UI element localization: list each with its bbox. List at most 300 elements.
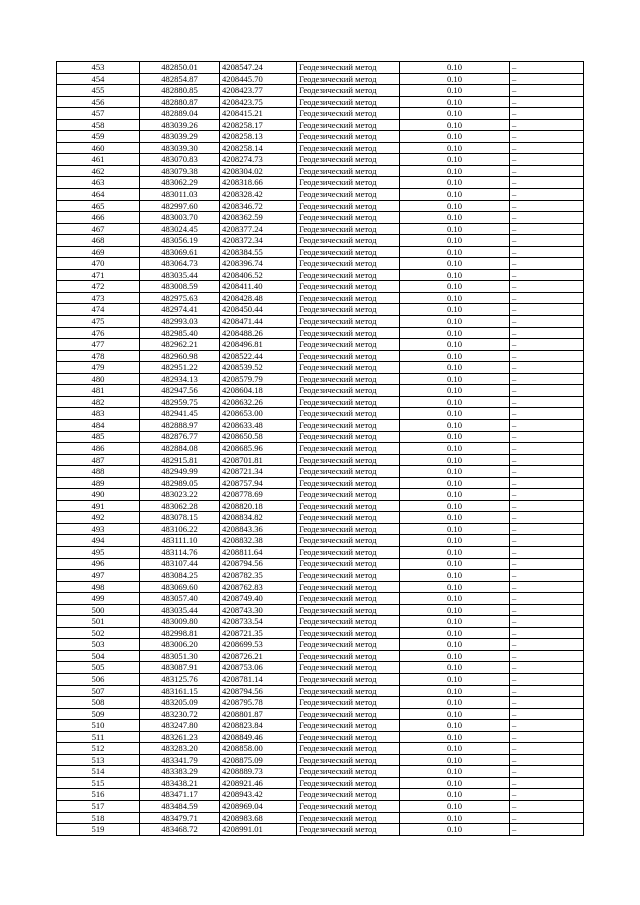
x-coordinate-cell: 483479.71 xyxy=(140,812,220,824)
table-row xyxy=(57,96,584,108)
point-number-cell: 460 xyxy=(57,142,140,154)
description-cell: – xyxy=(510,604,584,616)
accuracy-cell: 0.10 xyxy=(400,639,510,651)
description-cell: – xyxy=(510,466,584,478)
accuracy-cell: 0.10 xyxy=(400,339,510,351)
description-cell: – xyxy=(510,685,584,697)
method-cell: Геодезический метод xyxy=(297,385,400,397)
accuracy-cell: 0.10 xyxy=(400,708,510,720)
x-coordinate-cell: 483069.60 xyxy=(140,581,220,593)
accuracy-cell: 0.10 xyxy=(400,466,510,478)
point-number-cell: 496 xyxy=(57,558,140,570)
x-coordinate-cell: 483064.73 xyxy=(140,258,220,270)
x-coordinate-cell: 483230.72 xyxy=(140,708,220,720)
description-cell: – xyxy=(510,443,584,455)
accuracy-cell: 0.10 xyxy=(400,512,510,524)
y-coordinate-cell: 4208428.48 xyxy=(220,292,297,304)
x-coordinate-cell: 483087.91 xyxy=(140,662,220,674)
accuracy-cell: 0.10 xyxy=(400,235,510,247)
x-coordinate-cell: 483079.38 xyxy=(140,165,220,177)
x-coordinate-cell: 483070.83 xyxy=(140,154,220,166)
y-coordinate-cell: 4208726.21 xyxy=(220,650,297,662)
accuracy-cell: 0.10 xyxy=(400,720,510,732)
table-row xyxy=(57,212,584,224)
method-cell: Геодезический метод xyxy=(297,73,400,85)
table-row xyxy=(57,754,584,766)
accuracy-cell: 0.10 xyxy=(400,108,510,120)
y-coordinate-cell: 4208372.34 xyxy=(220,235,297,247)
point-number-cell: 494 xyxy=(57,535,140,547)
description-cell: – xyxy=(510,673,584,685)
y-coordinate-cell: 4208875.09 xyxy=(220,754,297,766)
description-cell: – xyxy=(510,362,584,374)
accuracy-cell: 0.10 xyxy=(400,454,510,466)
y-coordinate-cell: 4208579.79 xyxy=(220,373,297,385)
point-number-cell: 498 xyxy=(57,581,140,593)
x-coordinate-cell: 483468.72 xyxy=(140,824,220,836)
method-cell: Геодезический метод xyxy=(297,235,400,247)
accuracy-cell: 0.10 xyxy=(400,373,510,385)
table-row xyxy=(57,708,584,720)
description-cell: – xyxy=(510,546,584,558)
x-coordinate-cell: 483056.19 xyxy=(140,235,220,247)
accuracy-cell: 0.10 xyxy=(400,489,510,501)
x-coordinate-cell: 483006.20 xyxy=(140,639,220,651)
y-coordinate-cell: 4208423.77 xyxy=(220,85,297,97)
point-number-cell: 459 xyxy=(57,131,140,143)
accuracy-cell: 0.10 xyxy=(400,396,510,408)
y-coordinate-cell: 4208991.01 xyxy=(220,824,297,836)
description-cell: – xyxy=(510,419,584,431)
description-cell: – xyxy=(510,85,584,97)
accuracy-cell: 0.10 xyxy=(400,523,510,535)
method-cell: Геодезический метод xyxy=(297,142,400,154)
table-row xyxy=(57,720,584,732)
table-row xyxy=(57,443,584,455)
x-coordinate-cell: 483205.09 xyxy=(140,697,220,709)
y-coordinate-cell: 4208782.35 xyxy=(220,570,297,582)
x-coordinate-cell: 483471.17 xyxy=(140,789,220,801)
point-number-cell: 491 xyxy=(57,500,140,512)
point-number-cell: 482 xyxy=(57,396,140,408)
point-number-cell: 457 xyxy=(57,108,140,120)
x-coordinate-cell: 483111.10 xyxy=(140,535,220,547)
description-cell: – xyxy=(510,812,584,824)
description-cell: – xyxy=(510,327,584,339)
y-coordinate-cell: 4208943.42 xyxy=(220,789,297,801)
y-coordinate-cell: 4208547.24 xyxy=(220,62,297,74)
point-number-cell: 481 xyxy=(57,385,140,397)
table-row xyxy=(57,85,584,97)
method-cell: Геодезический метод xyxy=(297,500,400,512)
description-cell: – xyxy=(510,720,584,732)
coordinates-table xyxy=(56,61,584,836)
method-cell: Геодезический метод xyxy=(297,466,400,478)
accuracy-cell: 0.10 xyxy=(400,316,510,328)
x-coordinate-cell: 482985.40 xyxy=(140,327,220,339)
method-cell: Геодезический метод xyxy=(297,292,400,304)
point-number-cell: 467 xyxy=(57,223,140,235)
accuracy-cell: 0.10 xyxy=(400,419,510,431)
y-coordinate-cell: 4208921.46 xyxy=(220,777,297,789)
x-coordinate-cell: 482941.45 xyxy=(140,408,220,420)
point-number-cell: 454 xyxy=(57,73,140,85)
accuracy-cell: 0.10 xyxy=(400,558,510,570)
x-coordinate-cell: 483247.80 xyxy=(140,720,220,732)
x-coordinate-cell: 482889.04 xyxy=(140,108,220,120)
accuracy-cell: 0.10 xyxy=(400,731,510,743)
point-number-cell: 480 xyxy=(57,373,140,385)
method-cell: Геодезический метод xyxy=(297,558,400,570)
method-cell: Геодезический метод xyxy=(297,189,400,201)
accuracy-cell: 0.10 xyxy=(400,385,510,397)
description-cell: – xyxy=(510,512,584,524)
table-row xyxy=(57,673,584,685)
table-row xyxy=(57,339,584,351)
description-cell: – xyxy=(510,304,584,316)
y-coordinate-cell: 4208362.59 xyxy=(220,212,297,224)
y-coordinate-cell: 4208858.00 xyxy=(220,743,297,755)
point-number-cell: 490 xyxy=(57,489,140,501)
x-coordinate-cell: 483484.59 xyxy=(140,801,220,813)
description-cell: – xyxy=(510,396,584,408)
description-cell: – xyxy=(510,431,584,443)
description-cell: – xyxy=(510,223,584,235)
x-coordinate-cell: 482934.13 xyxy=(140,373,220,385)
method-cell: Геодезический метод xyxy=(297,650,400,662)
point-number-cell: 505 xyxy=(57,662,140,674)
x-coordinate-cell: 483062.28 xyxy=(140,500,220,512)
description-cell: – xyxy=(510,73,584,85)
x-coordinate-cell: 482850.01 xyxy=(140,62,220,74)
point-number-cell: 501 xyxy=(57,616,140,628)
x-coordinate-cell: 482876.77 xyxy=(140,431,220,443)
y-coordinate-cell: 4208801.87 xyxy=(220,708,297,720)
accuracy-cell: 0.10 xyxy=(400,443,510,455)
accuracy-cell: 0.10 xyxy=(400,697,510,709)
y-coordinate-cell: 4208258.13 xyxy=(220,131,297,143)
method-cell: Геодезический метод xyxy=(297,131,400,143)
description-cell: – xyxy=(510,269,584,281)
x-coordinate-cell: 483283.20 xyxy=(140,743,220,755)
x-coordinate-cell: 483003.70 xyxy=(140,212,220,224)
y-coordinate-cell: 4208633.48 xyxy=(220,419,297,431)
table-row xyxy=(57,200,584,212)
accuracy-cell: 0.10 xyxy=(400,812,510,824)
method-cell: Геодезический метод xyxy=(297,408,400,420)
table-row xyxy=(57,523,584,535)
table-row xyxy=(57,235,584,247)
table-row xyxy=(57,304,584,316)
point-number-cell: 475 xyxy=(57,316,140,328)
method-cell: Геодезический метод xyxy=(297,269,400,281)
table-row xyxy=(57,154,584,166)
point-number-cell: 507 xyxy=(57,685,140,697)
method-cell: Геодезический метод xyxy=(297,673,400,685)
method-cell: Геодезический метод xyxy=(297,570,400,582)
table-row xyxy=(57,350,584,362)
accuracy-cell: 0.10 xyxy=(400,189,510,201)
point-number-cell: 453 xyxy=(57,62,140,74)
description-cell: – xyxy=(510,570,584,582)
description-cell: – xyxy=(510,350,584,362)
point-number-cell: 512 xyxy=(57,743,140,755)
y-coordinate-cell: 4208258.14 xyxy=(220,142,297,154)
point-number-cell: 466 xyxy=(57,212,140,224)
y-coordinate-cell: 4208685.96 xyxy=(220,443,297,455)
point-number-cell: 509 xyxy=(57,708,140,720)
table-row xyxy=(57,500,584,512)
description-cell: – xyxy=(510,200,584,212)
description-cell: – xyxy=(510,535,584,547)
description-cell: – xyxy=(510,189,584,201)
x-coordinate-cell: 483341.79 xyxy=(140,754,220,766)
table-row xyxy=(57,570,584,582)
accuracy-cell: 0.10 xyxy=(400,223,510,235)
y-coordinate-cell: 4208496.81 xyxy=(220,339,297,351)
point-number-cell: 510 xyxy=(57,720,140,732)
description-cell: – xyxy=(510,581,584,593)
table-row xyxy=(57,639,584,651)
accuracy-cell: 0.10 xyxy=(400,662,510,674)
y-coordinate-cell: 4208471.44 xyxy=(220,316,297,328)
point-number-cell: 499 xyxy=(57,593,140,605)
point-number-cell: 485 xyxy=(57,431,140,443)
x-coordinate-cell: 483008.59 xyxy=(140,281,220,293)
method-cell: Геодезический метод xyxy=(297,119,400,131)
y-coordinate-cell: 4208743.30 xyxy=(220,604,297,616)
accuracy-cell: 0.10 xyxy=(400,165,510,177)
method-cell: Геодезический метод xyxy=(297,685,400,697)
table-row xyxy=(57,535,584,547)
point-number-cell: 464 xyxy=(57,189,140,201)
table-row xyxy=(57,419,584,431)
accuracy-cell: 0.10 xyxy=(400,269,510,281)
table-row xyxy=(57,512,584,524)
accuracy-cell: 0.10 xyxy=(400,258,510,270)
description-cell: – xyxy=(510,766,584,778)
method-cell: Геодезический метод xyxy=(297,523,400,535)
x-coordinate-cell: 482975.63 xyxy=(140,292,220,304)
x-coordinate-cell: 483084.25 xyxy=(140,570,220,582)
accuracy-cell: 0.10 xyxy=(400,362,510,374)
x-coordinate-cell: 482997.60 xyxy=(140,200,220,212)
table-row xyxy=(57,177,584,189)
y-coordinate-cell: 4208522.44 xyxy=(220,350,297,362)
point-number-cell: 495 xyxy=(57,546,140,558)
table-body xyxy=(57,62,584,836)
x-coordinate-cell: 483114.76 xyxy=(140,546,220,558)
table-row xyxy=(57,616,584,628)
table-row xyxy=(57,223,584,235)
point-number-cell: 463 xyxy=(57,177,140,189)
description-cell: – xyxy=(510,708,584,720)
x-coordinate-cell: 483023.22 xyxy=(140,489,220,501)
point-number-cell: 458 xyxy=(57,119,140,131)
point-number-cell: 511 xyxy=(57,731,140,743)
x-coordinate-cell: 482888.97 xyxy=(140,419,220,431)
y-coordinate-cell: 4208721.35 xyxy=(220,627,297,639)
table-row xyxy=(57,269,584,281)
point-number-cell: 493 xyxy=(57,523,140,535)
description-cell: – xyxy=(510,108,584,120)
method-cell: Геодезический метод xyxy=(297,546,400,558)
description-cell: – xyxy=(510,373,584,385)
accuracy-cell: 0.10 xyxy=(400,500,510,512)
description-cell: – xyxy=(510,754,584,766)
method-cell: Геодезический метод xyxy=(297,431,400,443)
method-cell: Геодезический метод xyxy=(297,108,400,120)
description-cell: – xyxy=(510,616,584,628)
description-cell: – xyxy=(510,477,584,489)
accuracy-cell: 0.10 xyxy=(400,408,510,420)
x-coordinate-cell: 483069.61 xyxy=(140,246,220,258)
x-coordinate-cell: 483039.30 xyxy=(140,142,220,154)
y-coordinate-cell: 4208820.18 xyxy=(220,500,297,512)
accuracy-cell: 0.10 xyxy=(400,131,510,143)
x-coordinate-cell: 483024.45 xyxy=(140,223,220,235)
method-cell: Геодезический метод xyxy=(297,200,400,212)
accuracy-cell: 0.10 xyxy=(400,616,510,628)
point-number-cell: 474 xyxy=(57,304,140,316)
y-coordinate-cell: 4208733.54 xyxy=(220,616,297,628)
table-row xyxy=(57,396,584,408)
table-row xyxy=(57,731,584,743)
x-coordinate-cell: 482915.81 xyxy=(140,454,220,466)
description-cell: – xyxy=(510,777,584,789)
x-coordinate-cell: 483161.15 xyxy=(140,685,220,697)
table-row xyxy=(57,281,584,293)
accuracy-cell: 0.10 xyxy=(400,766,510,778)
method-cell: Геодезический метод xyxy=(297,535,400,547)
description-cell: – xyxy=(510,454,584,466)
point-number-cell: 478 xyxy=(57,350,140,362)
method-cell: Геодезический метод xyxy=(297,443,400,455)
x-coordinate-cell: 483106.22 xyxy=(140,523,220,535)
x-coordinate-cell: 483125.76 xyxy=(140,673,220,685)
y-coordinate-cell: 4208539.52 xyxy=(220,362,297,374)
point-number-cell: 473 xyxy=(57,292,140,304)
accuracy-cell: 0.10 xyxy=(400,119,510,131)
description-cell: – xyxy=(510,165,584,177)
table-row xyxy=(57,581,584,593)
method-cell: Геодезический метод xyxy=(297,754,400,766)
y-coordinate-cell: 4208411.40 xyxy=(220,281,297,293)
accuracy-cell: 0.10 xyxy=(400,177,510,189)
method-cell: Геодезический метод xyxy=(297,489,400,501)
method-cell: Геодезический метод xyxy=(297,812,400,824)
point-number-cell: 508 xyxy=(57,697,140,709)
accuracy-cell: 0.10 xyxy=(400,685,510,697)
description-cell: – xyxy=(510,523,584,535)
x-coordinate-cell: 482998.81 xyxy=(140,627,220,639)
method-cell: Геодезический метод xyxy=(297,697,400,709)
description-cell: – xyxy=(510,650,584,662)
y-coordinate-cell: 4208749.40 xyxy=(220,593,297,605)
y-coordinate-cell: 4208969.04 xyxy=(220,801,297,813)
accuracy-cell: 0.10 xyxy=(400,327,510,339)
table-row xyxy=(57,258,584,270)
x-coordinate-cell: 483051.30 xyxy=(140,650,220,662)
y-coordinate-cell: 4208346.72 xyxy=(220,200,297,212)
table-row xyxy=(57,292,584,304)
method-cell: Геодезический метод xyxy=(297,419,400,431)
table-row xyxy=(57,108,584,120)
method-cell: Геодезический метод xyxy=(297,165,400,177)
description-cell: – xyxy=(510,246,584,258)
point-number-cell: 517 xyxy=(57,801,140,813)
accuracy-cell: 0.10 xyxy=(400,535,510,547)
y-coordinate-cell: 4208318.66 xyxy=(220,177,297,189)
method-cell: Геодезический метод xyxy=(297,766,400,778)
y-coordinate-cell: 4208794.56 xyxy=(220,685,297,697)
x-coordinate-cell: 482962.21 xyxy=(140,339,220,351)
y-coordinate-cell: 4208632.26 xyxy=(220,396,297,408)
accuracy-cell: 0.10 xyxy=(400,754,510,766)
description-cell: – xyxy=(510,593,584,605)
table-row xyxy=(57,489,584,501)
y-coordinate-cell: 4208834.82 xyxy=(220,512,297,524)
method-cell: Геодезический метод xyxy=(297,246,400,258)
accuracy-cell: 0.10 xyxy=(400,801,510,813)
method-cell: Геодезический метод xyxy=(297,258,400,270)
table-row xyxy=(57,824,584,836)
method-cell: Геодезический метод xyxy=(297,743,400,755)
table-row xyxy=(57,558,584,570)
table-row xyxy=(57,697,584,709)
x-coordinate-cell: 482947.56 xyxy=(140,385,220,397)
point-number-cell: 504 xyxy=(57,650,140,662)
y-coordinate-cell: 4208762.83 xyxy=(220,581,297,593)
description-cell: – xyxy=(510,731,584,743)
y-coordinate-cell: 4208721.34 xyxy=(220,466,297,478)
point-number-cell: 472 xyxy=(57,281,140,293)
x-coordinate-cell: 483383.29 xyxy=(140,766,220,778)
table-row xyxy=(57,789,584,801)
method-cell: Геодезический метод xyxy=(297,512,400,524)
table-row xyxy=(57,165,584,177)
y-coordinate-cell: 4208258.17 xyxy=(220,119,297,131)
method-cell: Геодезический метод xyxy=(297,477,400,489)
description-cell: – xyxy=(510,142,584,154)
accuracy-cell: 0.10 xyxy=(400,777,510,789)
table-row xyxy=(57,650,584,662)
point-number-cell: 519 xyxy=(57,824,140,836)
description-cell: – xyxy=(510,789,584,801)
point-number-cell: 469 xyxy=(57,246,140,258)
accuracy-cell: 0.10 xyxy=(400,142,510,154)
point-number-cell: 492 xyxy=(57,512,140,524)
description-cell: – xyxy=(510,281,584,293)
y-coordinate-cell: 4208488.26 xyxy=(220,327,297,339)
table-row xyxy=(57,62,584,74)
y-coordinate-cell: 4208781.14 xyxy=(220,673,297,685)
accuracy-cell: 0.10 xyxy=(400,477,510,489)
accuracy-cell: 0.10 xyxy=(400,431,510,443)
point-number-cell: 513 xyxy=(57,754,140,766)
accuracy-cell: 0.10 xyxy=(400,73,510,85)
x-coordinate-cell: 483078.15 xyxy=(140,512,220,524)
method-cell: Геодезический метод xyxy=(297,362,400,374)
y-coordinate-cell: 4208384.55 xyxy=(220,246,297,258)
method-cell: Геодезический метод xyxy=(297,85,400,97)
accuracy-cell: 0.10 xyxy=(400,581,510,593)
x-coordinate-cell: 482959.75 xyxy=(140,396,220,408)
description-cell: – xyxy=(510,627,584,639)
x-coordinate-cell: 483062.29 xyxy=(140,177,220,189)
description-cell: – xyxy=(510,292,584,304)
description-cell: – xyxy=(510,385,584,397)
